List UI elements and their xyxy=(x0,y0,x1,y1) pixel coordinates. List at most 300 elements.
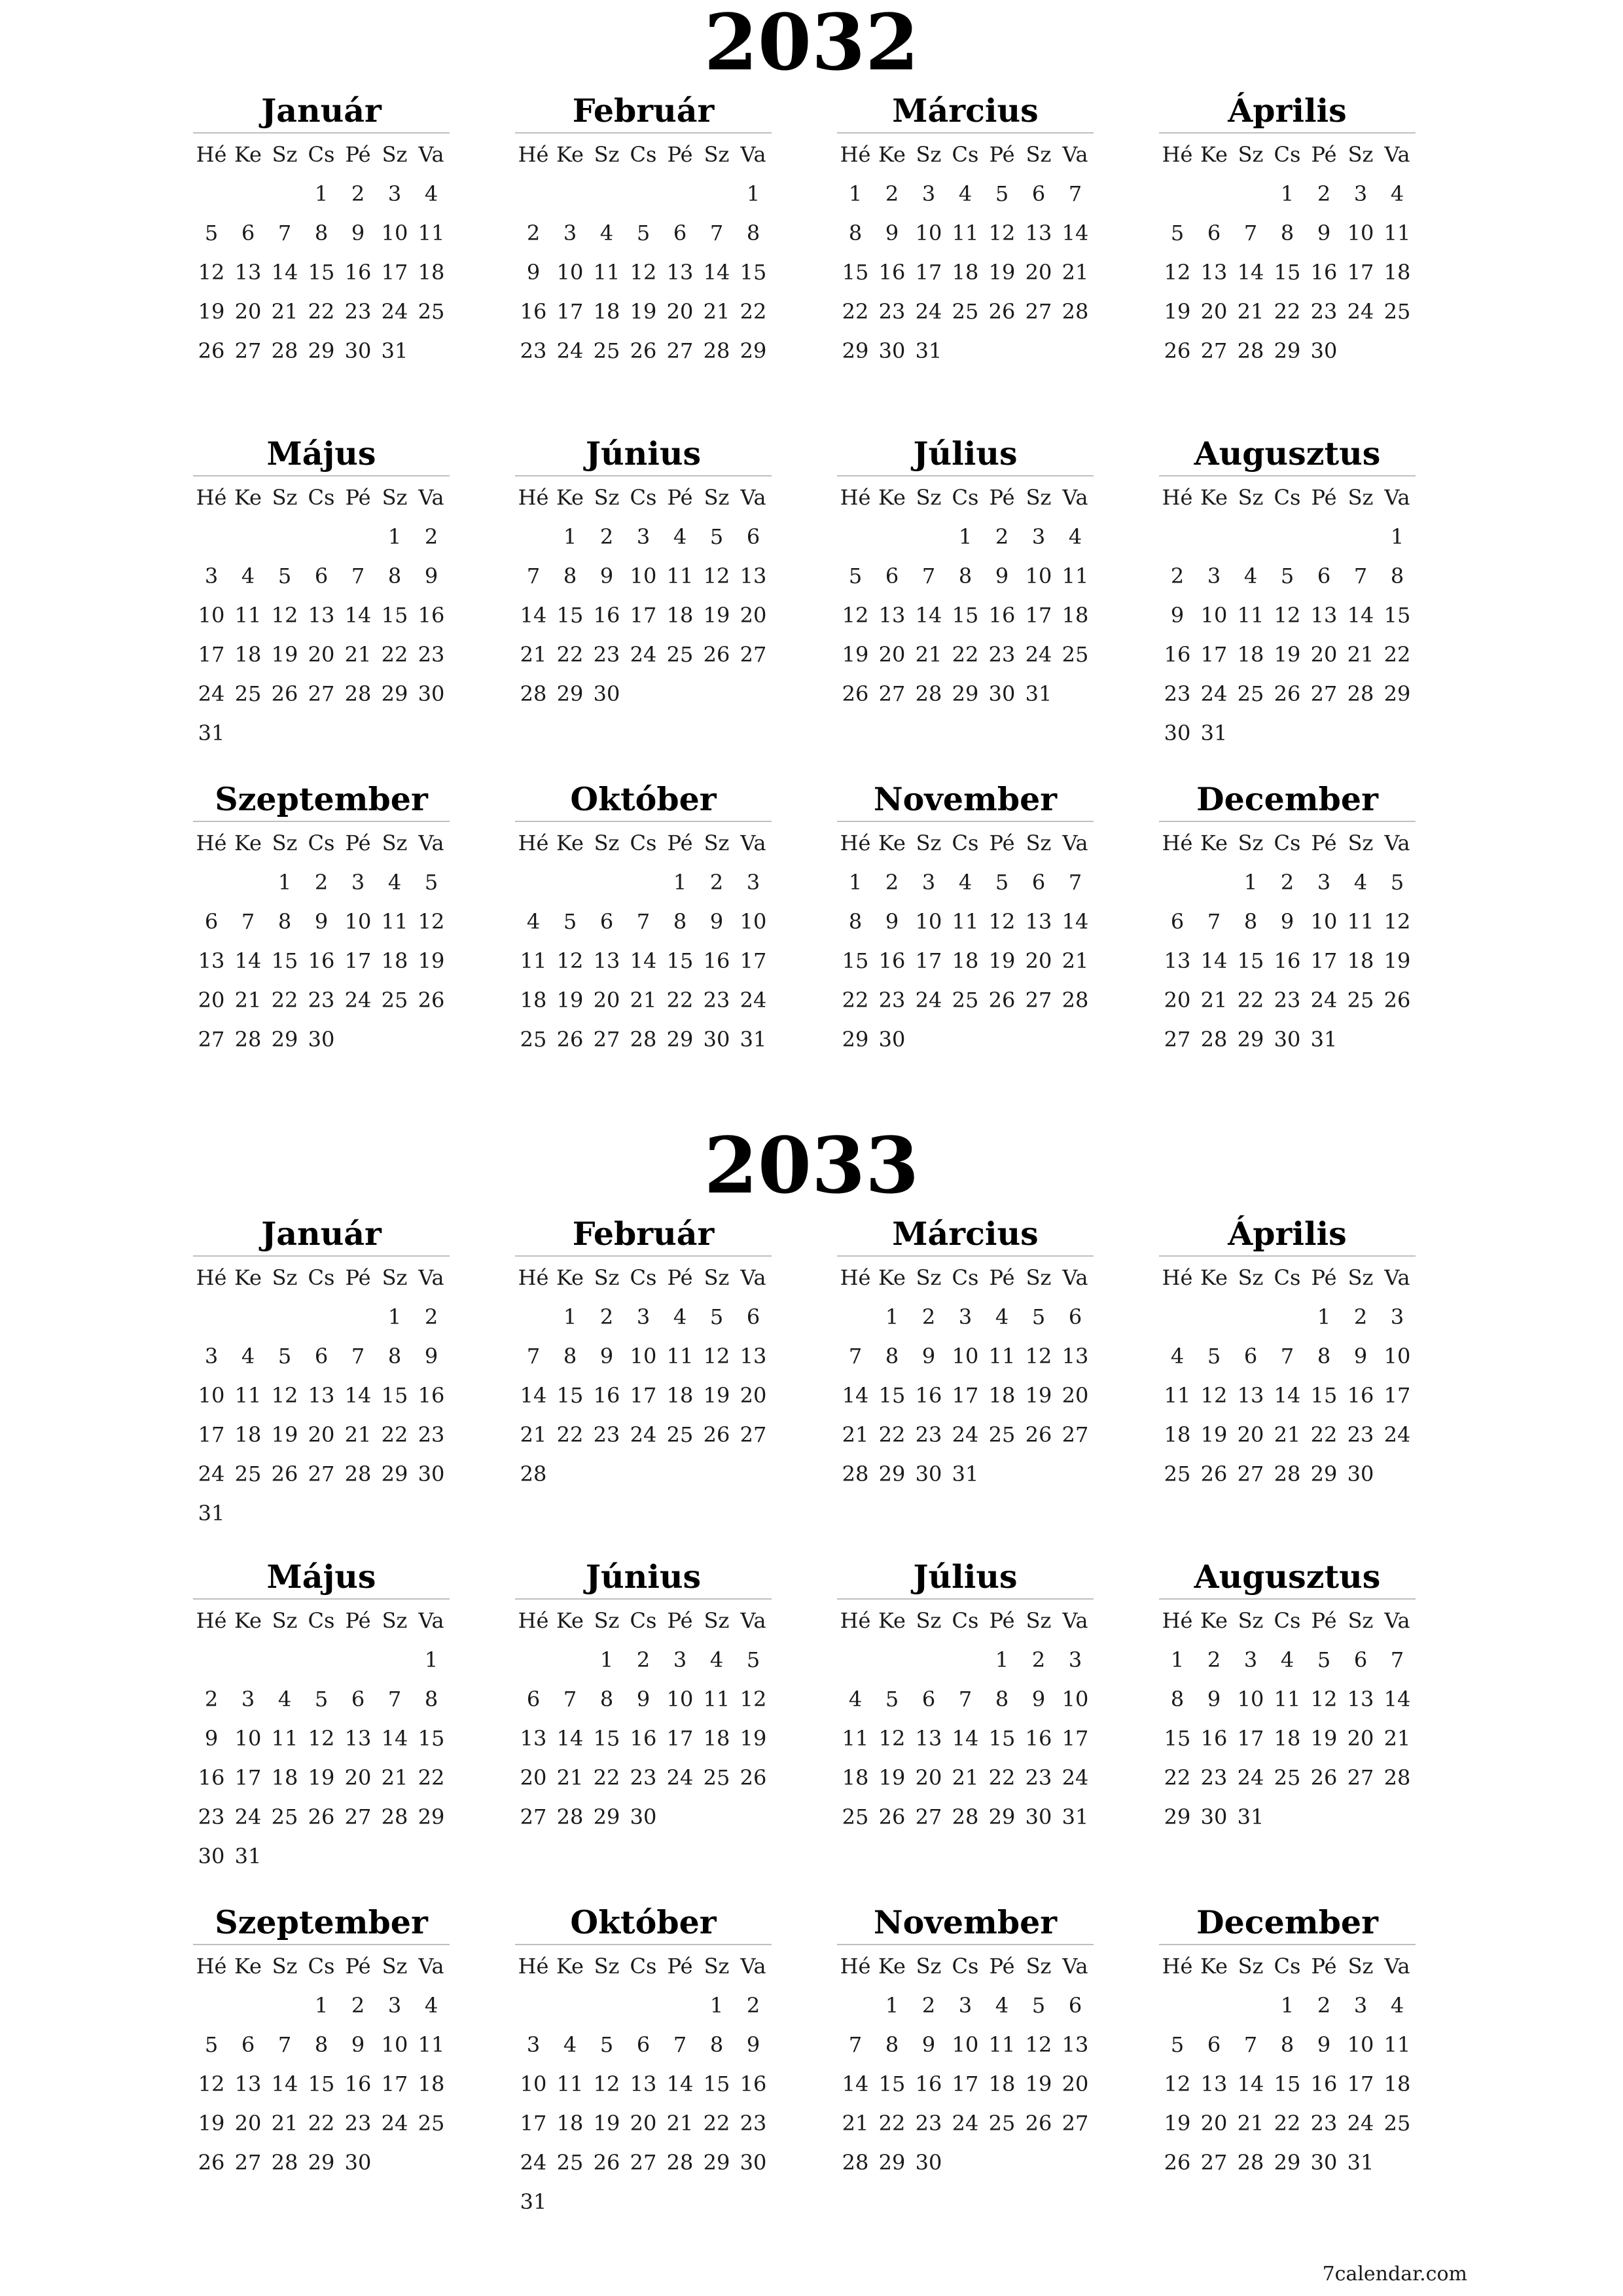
day-cell: 18 xyxy=(234,1422,262,1447)
empty-day-cell xyxy=(193,863,230,902)
day-cell: 27 xyxy=(520,1804,547,1829)
day-cell: 30 xyxy=(1347,1462,1374,1486)
day-cell: 21 xyxy=(520,1422,547,1447)
day-cell: 1 xyxy=(958,524,972,549)
day-cell: 20 xyxy=(740,1383,767,1408)
day-cell: 28 xyxy=(271,2150,298,2175)
day-cell: 25 xyxy=(842,1804,869,1829)
weekday-header: Sz xyxy=(1347,142,1374,167)
day-cell: 18 xyxy=(842,1765,869,1790)
day-cell: 3 xyxy=(958,1304,972,1329)
day-cell: 20 xyxy=(593,988,620,1013)
day-cell: 24 xyxy=(234,1804,262,1829)
day-cell: 17 xyxy=(915,260,942,285)
month-divider xyxy=(1159,821,1416,822)
day-cell: 13 xyxy=(666,260,694,285)
day-cell: 19 xyxy=(703,1383,730,1408)
day-cell: 28 xyxy=(842,2150,869,2175)
day-cell: 8 xyxy=(387,564,402,588)
day-cell: 29 xyxy=(1274,338,1301,363)
day-cell: 7 xyxy=(1243,2032,1258,2057)
day-cell: 3 xyxy=(1317,870,1331,895)
day-cell: 5 xyxy=(314,1687,329,1712)
weekday-header: Va xyxy=(740,1608,766,1633)
day-cell: 31 xyxy=(1025,681,1052,706)
day-cell: 23 xyxy=(1347,1422,1374,1447)
day-cell: 28 xyxy=(1347,681,1374,706)
day-cell: 16 xyxy=(630,1726,657,1751)
day-grid xyxy=(193,1258,450,1533)
day-cell: 11 xyxy=(418,221,445,245)
day-cell: 17 xyxy=(1237,1726,1264,1751)
day-cell: 7 xyxy=(351,564,365,588)
day-cell: 24 xyxy=(198,681,225,706)
day-cell: 16 xyxy=(915,2072,942,2096)
weekday-header: Va xyxy=(418,1608,444,1633)
empty-day-cell xyxy=(266,174,303,213)
day-cell: 13 xyxy=(234,260,262,285)
day-cell: 10 xyxy=(952,1344,979,1369)
day-cell: 15 xyxy=(1274,2072,1301,2096)
day-cell: 12 xyxy=(1310,1687,1338,1712)
month-title: Március xyxy=(892,1215,1039,1253)
weekday-header: Ke xyxy=(1200,1265,1228,1290)
day-cell: 1 xyxy=(314,1993,329,2018)
day-cell: 21 xyxy=(234,988,262,1013)
day-cell: 12 xyxy=(1025,1344,1052,1369)
month-title: Május xyxy=(266,1558,376,1596)
day-cell: 3 xyxy=(746,870,760,895)
empty-day-cell xyxy=(266,1297,303,1336)
day-cell: 5 xyxy=(636,221,651,245)
day-cell: 23 xyxy=(198,1804,225,1829)
weekday-header: Sz xyxy=(272,1265,298,1290)
month-divider xyxy=(515,1944,772,1945)
weekday-header: Sz xyxy=(1238,142,1264,167)
day-cell: 3 xyxy=(1207,564,1221,588)
day-cell: 11 xyxy=(1383,221,1411,245)
day-cell: 8 xyxy=(958,564,972,588)
day-cell: 21 xyxy=(915,642,942,667)
weekday-header: Sz xyxy=(1026,1608,1052,1633)
day-cell: 29 xyxy=(308,338,335,363)
weekday-header: Va xyxy=(1062,1608,1088,1633)
month-divider xyxy=(515,132,772,134)
day-cell: 23 xyxy=(1164,681,1191,706)
day-cell: 3 xyxy=(636,1304,651,1329)
weekday-header: Cs xyxy=(630,1608,657,1633)
day-cell: 29 xyxy=(988,1804,1016,1829)
day-cell: 6 xyxy=(526,1687,541,1712)
day-cell: 19 xyxy=(878,1765,906,1790)
day-cell: 14 xyxy=(703,260,730,285)
day-cell: 30 xyxy=(915,2150,942,2175)
day-cell: 22 xyxy=(1274,299,1301,324)
day-cell: 28 xyxy=(1274,1462,1301,1486)
day-cell: 24 xyxy=(740,988,767,1013)
day-cell: 24 xyxy=(952,1422,979,1447)
day-cell: 29 xyxy=(878,1462,906,1486)
empty-day-cell xyxy=(1232,174,1269,213)
day-cell: 26 xyxy=(198,338,225,363)
day-grid xyxy=(1159,823,1416,1059)
day-cell: 14 xyxy=(1061,221,1089,245)
day-cell: 21 xyxy=(666,2111,694,2136)
day-cell: 25 xyxy=(1164,1462,1191,1486)
day-cell: 24 xyxy=(1200,681,1228,706)
day-cell: 22 xyxy=(556,642,584,667)
day-cell: 24 xyxy=(344,988,372,1013)
day-cell: 15 xyxy=(952,603,979,628)
day-cell: 8 xyxy=(1170,1687,1185,1712)
day-cell: 5 xyxy=(1170,221,1185,245)
day-cell: 9 xyxy=(746,2032,760,2057)
day-cell: 16 xyxy=(1200,1726,1228,1751)
day-cell: 9 xyxy=(1031,1687,1046,1712)
empty-day-cell xyxy=(193,1986,230,2025)
weekday-header: Va xyxy=(1384,831,1410,855)
day-grid xyxy=(837,478,1094,713)
month-title: Október xyxy=(570,1903,717,1941)
weekday-header: Va xyxy=(1062,1954,1088,1979)
day-cell: 31 xyxy=(198,721,225,745)
day-cell: 6 xyxy=(1353,1647,1368,1672)
day-cell: 10 xyxy=(1347,2032,1374,2057)
weekday-header: Sz xyxy=(704,1954,730,1979)
weekday-header: Hé xyxy=(518,1608,549,1633)
day-cell: 12 xyxy=(593,2072,620,2096)
day-cell: 15 xyxy=(703,2072,730,2096)
empty-day-cell xyxy=(193,517,230,556)
month-divider xyxy=(515,1255,772,1257)
day-cell: 30 xyxy=(740,2150,767,2175)
day-cell: 20 xyxy=(1200,2111,1228,2136)
day-cell: 24 xyxy=(1061,1765,1089,1790)
weekday-header: Va xyxy=(740,1265,766,1290)
weekday-header: Va xyxy=(740,142,766,167)
day-cell: 30 xyxy=(418,681,445,706)
day-cell: 14 xyxy=(520,1383,547,1408)
empty-day-cell xyxy=(1196,517,1232,556)
day-cell: 11 xyxy=(520,948,547,973)
day-cell: 18 xyxy=(952,260,979,285)
day-cell: 13 xyxy=(630,2072,657,2096)
day-cell: 21 xyxy=(1061,948,1089,973)
day-cell: 19 xyxy=(1383,948,1411,973)
day-cell: 10 xyxy=(915,221,942,245)
day-cell: 30 xyxy=(1200,1804,1228,1829)
day-cell: 22 xyxy=(952,642,979,667)
day-cell: 11 xyxy=(703,1687,730,1712)
day-cell: 12 xyxy=(308,1726,335,1751)
day-cell: 19 xyxy=(271,642,298,667)
day-cell: 27 xyxy=(198,1027,225,1052)
day-cell: 23 xyxy=(878,988,906,1013)
weekday-header: Ke xyxy=(556,142,584,167)
day-cell: 26 xyxy=(198,2150,225,2175)
day-cell: 14 xyxy=(1274,1383,1301,1408)
day-cell: 12 xyxy=(630,260,657,285)
day-cell: 29 xyxy=(381,681,408,706)
day-cell: 27 xyxy=(308,1462,335,1486)
day-cell: 30 xyxy=(308,1027,335,1052)
day-grid xyxy=(837,1258,1094,1494)
weekday-header: Cs xyxy=(308,1265,335,1290)
day-cell: 9 xyxy=(204,1726,219,1751)
weekday-header: Pé xyxy=(989,1954,1015,1979)
day-cell: 18 xyxy=(1237,642,1264,667)
weekday-header: Hé xyxy=(518,1954,549,1979)
empty-day-cell xyxy=(266,1986,303,2025)
day-cell: 16 xyxy=(593,1383,620,1408)
weekday-header: Hé xyxy=(196,1608,227,1633)
day-cell: 25 xyxy=(1237,681,1264,706)
empty-day-cell xyxy=(625,174,662,213)
day-cell: 3 xyxy=(1353,1993,1368,2018)
weekday-header: Va xyxy=(740,485,766,510)
day-cell: 18 xyxy=(418,260,445,285)
month-divider xyxy=(193,821,450,822)
day-cell: 20 xyxy=(1237,1422,1264,1447)
day-cell: 11 xyxy=(666,564,694,588)
day-grid xyxy=(193,135,450,370)
day-cell: 28 xyxy=(344,681,372,706)
day-cell: 29 xyxy=(308,2150,335,2175)
day-cell: 26 xyxy=(1383,988,1411,1013)
day-grid xyxy=(515,135,772,370)
day-cell: 6 xyxy=(673,221,687,245)
day-cell: 8 xyxy=(387,1344,402,1369)
day-cell: 21 xyxy=(703,299,730,324)
day-cell: 25 xyxy=(666,1422,694,1447)
month-divider xyxy=(193,1944,450,1945)
day-cell: 23 xyxy=(915,2111,942,2136)
day-cell: 9 xyxy=(995,564,1009,588)
day-cell: 29 xyxy=(740,338,767,363)
weekday-header: Pé xyxy=(667,1608,693,1633)
day-cell: 11 xyxy=(988,1344,1016,1369)
day-cell: 6 xyxy=(1068,1993,1082,2018)
day-cell: 30 xyxy=(703,1027,730,1052)
day-cell: 17 xyxy=(630,603,657,628)
day-cell: 4 xyxy=(1390,181,1404,206)
day-cell: 23 xyxy=(593,642,620,667)
day-cell: 5 xyxy=(1031,1304,1046,1329)
day-cell: 27 xyxy=(1061,1422,1089,1447)
day-cell: 26 xyxy=(1200,1462,1228,1486)
day-cell: 17 xyxy=(915,948,942,973)
year-title: 2032 xyxy=(704,0,919,88)
footer-brand: 7calendar.com xyxy=(1322,2263,1467,2286)
day-cell: 13 xyxy=(198,948,225,973)
empty-day-cell xyxy=(1342,517,1379,556)
weekday-header: Cs xyxy=(952,831,979,855)
day-cell: 3 xyxy=(387,181,402,206)
day-cell: 22 xyxy=(418,1765,445,1790)
day-cell: 4 xyxy=(1170,1344,1185,1369)
weekday-header: Hé xyxy=(1162,142,1193,167)
day-cell: 22 xyxy=(556,1422,584,1447)
weekday-header: Cs xyxy=(630,831,657,855)
day-cell: 21 xyxy=(1237,2111,1264,2136)
day-cell: 20 xyxy=(1025,260,1052,285)
day-cell: 27 xyxy=(308,681,335,706)
weekday-header: Sz xyxy=(594,485,620,510)
day-cell: 15 xyxy=(381,603,408,628)
day-cell: 4 xyxy=(241,564,255,588)
month-title: Július xyxy=(913,435,1018,473)
day-cell: 19 xyxy=(593,2111,620,2136)
day-cell: 9 xyxy=(921,2032,936,2057)
day-cell: 1 xyxy=(848,181,863,206)
day-cell: 2 xyxy=(1031,1647,1046,1672)
day-cell: 13 xyxy=(878,603,906,628)
day-cell: 4 xyxy=(673,1304,687,1329)
day-cell: 4 xyxy=(526,909,541,934)
day-cell: 8 xyxy=(277,909,292,934)
day-cell: 10 xyxy=(381,221,408,245)
weekday-header: Ke xyxy=(1200,831,1228,855)
day-cell: 27 xyxy=(1310,681,1338,706)
day-cell: 21 xyxy=(1200,988,1228,1013)
day-cell: 5 xyxy=(995,181,1009,206)
day-cell: 8 xyxy=(995,1687,1009,1712)
weekday-header: Hé xyxy=(840,142,871,167)
day-cell: 20 xyxy=(740,603,767,628)
weekday-header: Ke xyxy=(878,1954,906,1979)
day-cell: 30 xyxy=(1310,338,1338,363)
day-cell: 11 xyxy=(952,909,979,934)
day-cell: 19 xyxy=(1200,1422,1228,1447)
day-cell: 15 xyxy=(308,2072,335,2096)
day-cell: 2 xyxy=(424,524,438,549)
day-cell: 19 xyxy=(1274,642,1301,667)
day-cell: 2 xyxy=(599,1304,614,1329)
day-cell: 13 xyxy=(1347,1687,1374,1712)
day-cell: 22 xyxy=(1383,642,1411,667)
day-cell: 24 xyxy=(1310,988,1338,1013)
day-cell: 11 xyxy=(593,260,620,285)
weekday-header: Cs xyxy=(1274,1265,1301,1290)
weekday-header: Cs xyxy=(1274,1608,1301,1633)
day-cell: 29 xyxy=(556,681,584,706)
day-cell: 22 xyxy=(1274,2111,1301,2136)
day-cell: 6 xyxy=(1317,564,1331,588)
day-cell: 22 xyxy=(703,2111,730,2136)
day-cell: 15 xyxy=(988,1726,1016,1751)
day-cell: 31 xyxy=(381,338,408,363)
day-cell: 30 xyxy=(915,1462,942,1486)
day-cell: 11 xyxy=(234,603,262,628)
day-cell: 7 xyxy=(958,1687,972,1712)
day-cell: 21 xyxy=(1383,1726,1411,1751)
day-cell: 15 xyxy=(556,603,584,628)
day-cell: 16 xyxy=(1274,948,1301,973)
day-cell: 2 xyxy=(314,870,329,895)
day-cell: 22 xyxy=(878,1422,906,1447)
weekday-header: Cs xyxy=(1274,831,1301,855)
day-cell: 16 xyxy=(1310,260,1338,285)
day-cell: 27 xyxy=(915,1804,942,1829)
day-cell: 7 xyxy=(563,1687,577,1712)
day-cell: 17 xyxy=(198,642,225,667)
day-cell: 13 xyxy=(1164,948,1191,973)
day-cell: 20 xyxy=(915,1765,942,1790)
day-cell: 12 xyxy=(556,948,584,973)
empty-day-cell xyxy=(874,517,910,556)
day-cell: 27 xyxy=(1061,2111,1089,2136)
weekday-header: Hé xyxy=(518,485,549,510)
day-cell: 2 xyxy=(1207,1647,1221,1672)
month-divider xyxy=(193,132,450,134)
day-cell: 25 xyxy=(418,2111,445,2136)
day-cell: 20 xyxy=(1310,642,1338,667)
day-cell: 12 xyxy=(1164,260,1191,285)
day-cell: 8 xyxy=(314,2032,329,2057)
day-cell: 30 xyxy=(1164,721,1191,745)
day-cell: 12 xyxy=(740,1687,767,1712)
day-cell: 23 xyxy=(630,1765,657,1790)
day-cell: 4 xyxy=(277,1687,292,1712)
day-cell: 30 xyxy=(344,338,372,363)
day-cell: 7 xyxy=(1068,181,1082,206)
day-cell: 11 xyxy=(988,2032,1016,2057)
weekday-header: Sz xyxy=(382,142,408,167)
weekday-header: Hé xyxy=(840,1954,871,1979)
day-cell: 6 xyxy=(351,1687,365,1712)
day-cell: 10 xyxy=(1025,564,1052,588)
day-cell: 2 xyxy=(351,1993,365,2018)
empty-day-cell xyxy=(266,1640,303,1679)
day-cell: 7 xyxy=(1390,1647,1404,1672)
weekday-header: Ke xyxy=(878,1608,906,1633)
month-divider xyxy=(1159,1944,1416,1945)
weekday-header: Ke xyxy=(878,831,906,855)
day-cell: 19 xyxy=(988,948,1016,973)
day-cell: 26 xyxy=(703,1422,730,1447)
day-cell: 14 xyxy=(1237,260,1264,285)
weekday-header: Va xyxy=(418,142,444,167)
day-cell: 22 xyxy=(988,1765,1016,1790)
day-cell: 9 xyxy=(1317,221,1331,245)
day-cell: 14 xyxy=(1237,2072,1264,2096)
day-cell: 5 xyxy=(709,524,724,549)
day-cell: 23 xyxy=(418,642,445,667)
day-cell: 13 xyxy=(1061,2032,1089,2057)
day-cell: 3 xyxy=(204,1344,219,1369)
day-cell: 7 xyxy=(921,564,936,588)
day-cell: 26 xyxy=(1310,1765,1338,1790)
day-cell: 28 xyxy=(1237,338,1264,363)
weekday-header: Ke xyxy=(1200,1608,1228,1633)
day-cell: 17 xyxy=(344,948,372,973)
weekday-header: Ke xyxy=(878,142,906,167)
weekday-header: Va xyxy=(1062,831,1088,855)
weekday-header: Sz xyxy=(594,1265,620,1290)
day-cell: 22 xyxy=(842,988,869,1013)
day-cell: 23 xyxy=(1310,299,1338,324)
empty-day-cell xyxy=(1196,1297,1232,1336)
weekday-header: Sz xyxy=(704,485,730,510)
weekday-header: Hé xyxy=(196,1954,227,1979)
day-cell: 21 xyxy=(1347,642,1374,667)
day-cell: 14 xyxy=(1383,1687,1411,1712)
day-cell: 22 xyxy=(1310,1422,1338,1447)
day-cell: 29 xyxy=(842,1027,869,1052)
day-cell: 24 xyxy=(630,642,657,667)
month-title: December xyxy=(1196,1903,1378,1941)
day-cell: 5 xyxy=(1317,1647,1331,1672)
